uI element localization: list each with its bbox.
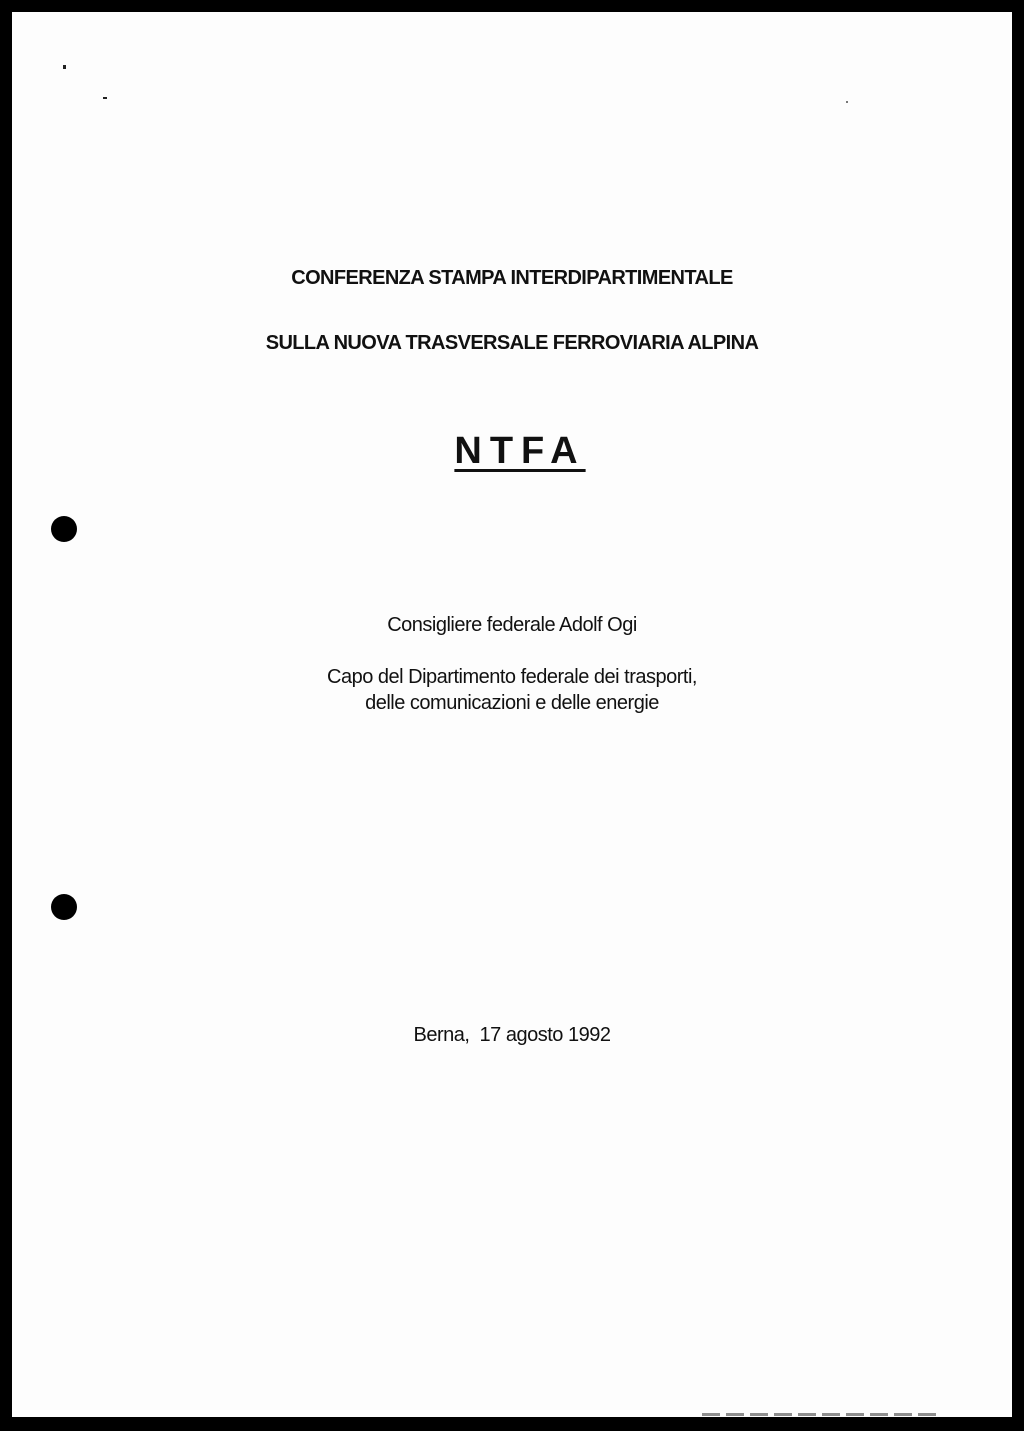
scan-speck bbox=[846, 101, 848, 103]
scan-artifact bbox=[702, 1413, 942, 1416]
acronym-title: NTFA bbox=[454, 430, 586, 472]
author-line: Consigliere federale Adolf Ogi bbox=[387, 614, 637, 636]
heading-line-1: CONFERENZA STAMPA INTERDIPARTIMENTALE bbox=[291, 267, 733, 289]
scan-speck bbox=[63, 65, 66, 69]
author-role bbox=[12, 664, 1012, 716]
punch-hole-bottom bbox=[51, 894, 77, 920]
scan-speck bbox=[103, 97, 107, 99]
place-date: Berna, 17 agosto 1992 bbox=[413, 1024, 611, 1046]
heading-line-2: SULLA NUOVA TRASVERSALE FERROVIARIA ALPINA bbox=[265, 332, 759, 354]
punch-hole-top bbox=[51, 516, 77, 542]
role-line-1: Capo del Dipartimento federale dei trasporti, bbox=[327, 666, 697, 688]
role-line-2: delle comunicazioni e delle energie bbox=[365, 692, 659, 714]
document-page bbox=[12, 12, 1012, 1417]
